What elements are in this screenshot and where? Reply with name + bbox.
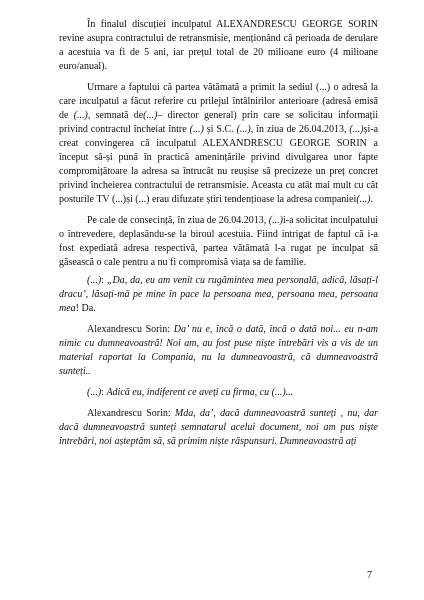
text-segment: . [370,194,373,205]
text-segment: : [101,275,107,286]
italic-text-segment: (...) [236,124,251,135]
text-segment: ! Da. [75,303,96,314]
italic-text-segment: (...) [268,215,283,226]
paragraph [59,386,378,400]
text-segment: În finalul discuției inculpatul ALEXANDRESCU GEORGE SORIN revine asupra contractului de retransmisie, menționând că perioada de derulare a acestuia va fi de 5 ani, iar prețul total de 20 milioane euro (4 milioane euro/anual). [59,19,378,72]
paragraph [59,274,378,316]
text-segment: : [101,387,107,398]
text-segment: , în ziua de 26.04.2013, [250,124,350,135]
page-number: 7 [367,570,372,581]
italic-text-segment: (...) [349,124,364,135]
paragraph [59,81,378,207]
text-segment: Alexandrescu Sorin: [87,408,175,419]
text-segment: și-a creat convingerea că inculpatul ALEXANDRESCU GEORGE SORIN a început să-și pună în practică amenințările privind divulgarea unor fapte compromițătoare la adresa sa întrucât nu reușise să precizeze un preț concret privind încheierea contractului de retransmisie. Aceasta cu atât mai mult cu cât posturile TV (...)și (...) erau difuzate știri tendențioase la adresa companiei [59,124,379,205]
paragraph [59,323,378,379]
paragraph [59,214,378,270]
document-body [59,18,378,456]
text-segment: , semnată de [87,110,144,121]
text-segment: Urmare a faptului că partea vătămată a primit la sediul (...) o adresă la care inculpatul a făcut referire cu prilejul întâlnirilor anterioare (adresă emisă de [59,82,378,121]
italic-text-segment: Da’ nu e, încă o dată, încă o dată noi... eu n-am nimic cu dumneavoastră! Noi am, au fost puse niște întrebări vis a vis de un material raportat la Compania, nu la dumneavoastră, că dumneavoastră sunteți.. [59,324,379,377]
paragraph [59,18,378,74]
italic-text-segment: „Da, da, eu am venit cu rugămintea mea personală, adică, lăsați-l dracu’, lăsați-mă pe mine în pace la persoana mea, persoana mea, persoana mea [59,275,379,314]
text-segment: și S.C. [203,124,237,135]
italic-text-segment: (...) [87,275,102,286]
italic-text-segment: (...) [356,194,371,205]
italic-text-segment: (...) [73,110,88,121]
text-segment: – director general) prin care se solicitau informații privind contractul încheiat între [59,110,378,135]
paragraph [59,407,378,449]
text-segment: i-a solicitat inculpatului o întrevedere, deplasându-se la biroul acestuia. Fiind intrigat de faptul că i-a fost expediată adresa respectivă, partea vătămată l-a rugat pe inculpat să găsească o cale pentru a nu fi compromisă viața sa de familie. [59,215,378,268]
text-segment: Alexandrescu Sorin: [87,324,174,335]
italic-text-segment: (...) [189,124,204,135]
italic-text-segment: Adică eu, indiferent ce aveți cu firma, cu (...)... [106,387,294,398]
italic-text-segment: Mda, da’, dacă dumneavoastră sunteți , nu, dar dacă dumneavoastră sunteți semnatarul acelui document, noi am pus niște întrebări, noi așteptăm să, să primim niște răspunsuri. Dumneavoastră ați [59,408,378,447]
italic-text-segment: (...) [143,110,158,121]
italic-text-segment: (...) [87,387,102,398]
text-segment: Pe cale de consecință, în ziua de 26.04.2013, [87,215,269,226]
